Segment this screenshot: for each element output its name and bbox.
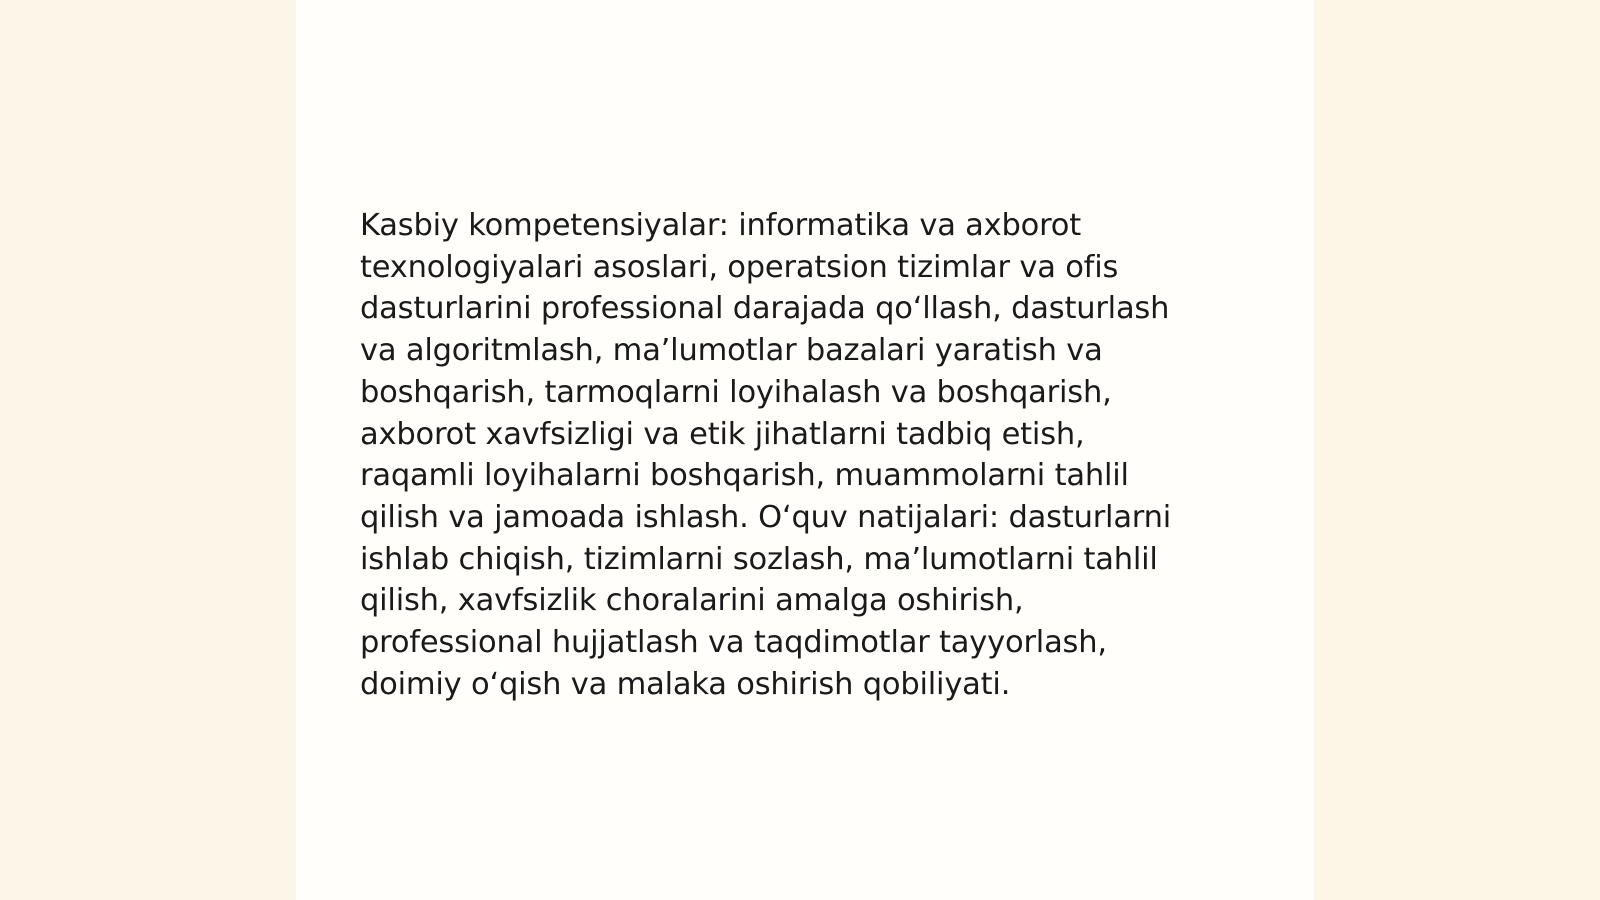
left-margin (0, 0, 296, 900)
slide-body-text (360, 205, 1240, 705)
text-line: raqamli loyihalarni boshqarish, muammolarni tahlil (360, 458, 1129, 494)
text-line: doimiy o‘qish va malaka oshirish qobiliyati. (360, 666, 1011, 702)
text-line: ishlab chiqish, tizimlarni sozlash, ma’lumotlarni tahlil (360, 541, 1158, 577)
text-line: axborot xavfsizligi va etik jihatlarni tadbiq etish, (360, 416, 1085, 452)
text-line: Kasbiy kompetensiyalar: informatika va axborot (360, 208, 1082, 243)
text-line: boshqarish, tarmoqlarni loyihalash va boshqarish, (360, 374, 1112, 410)
right-margin (1314, 0, 1600, 900)
slide (296, 0, 1314, 900)
text-line: professional hujjatlash va taqdimotlar tayyorlash, (360, 625, 1107, 661)
text-line: qilish va jamoada ishlash. O‘quv natijalari: dasturlarni (360, 499, 1172, 535)
text-line: dasturlarini professional darajada qo‘llash, dasturlash (360, 291, 1170, 327)
text-line: qilish, xavfsizlik choralarini amalga oshirish, (360, 583, 1024, 619)
text-line: va algoritmlash, ma’lumotlar bazalari yaratish va (360, 333, 1103, 369)
text-line: texnologiyalari asoslari, operatsion tizimlar va ofis (360, 249, 1119, 285)
